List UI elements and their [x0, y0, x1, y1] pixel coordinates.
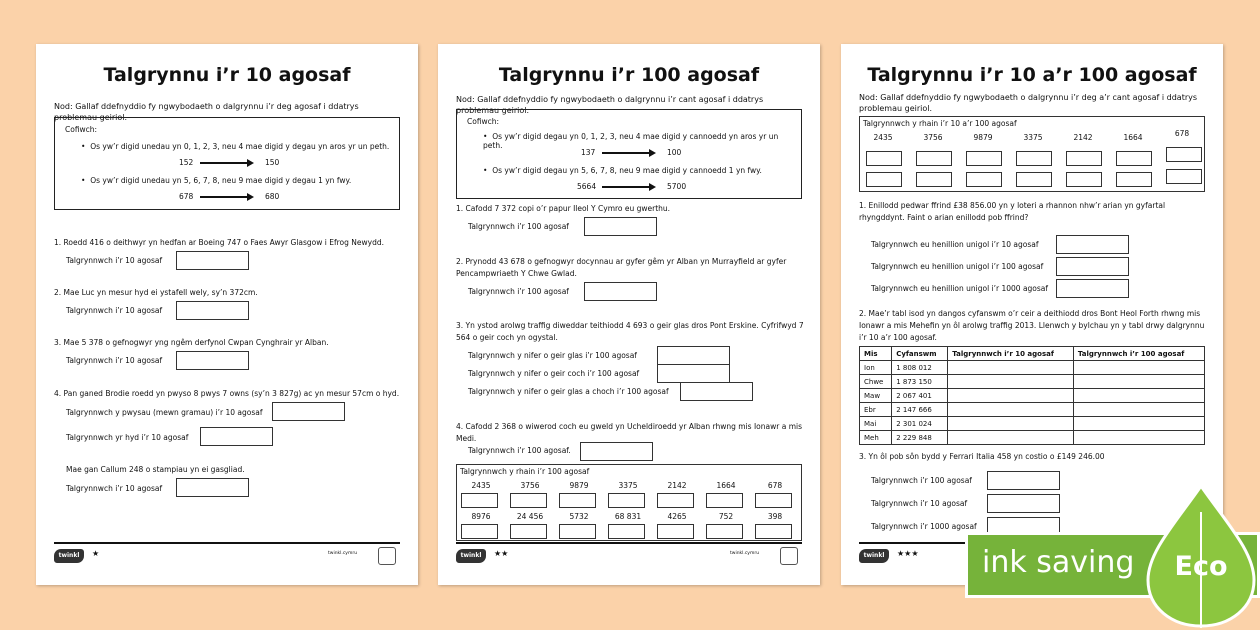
answer-prompt: Talgrynnwch eu henillion unigol i’r 100 agosaf [871, 262, 1044, 271]
grid-number: 2435 [873, 133, 893, 142]
answer-prompt: Talgrynnwch i’r 100 agosaf [468, 287, 569, 296]
twinkl-logo: twinkl [54, 549, 84, 563]
total-cell: 1 808 012 [892, 361, 948, 375]
column-header: Mis [860, 347, 892, 361]
answer-box[interactable] [584, 282, 657, 301]
table-row [860, 361, 1205, 375]
month-cell: Ion [860, 361, 892, 375]
grid-label: Talgrynnwch y rhain i’r 10 a’r 100 agosaf [863, 119, 1017, 128]
answer-box[interactable] [657, 493, 694, 508]
twinkl-logo: twinkl [859, 549, 889, 563]
answer-box[interactable] [1166, 169, 1202, 184]
arrow-icon [200, 162, 248, 164]
grid-number: 8976 [471, 512, 491, 521]
question-2: 2. Prynodd 43 678 o gefnogwyr docynnau ar gyfer gêm yr Alban yn Murrayfield ar gyfer Pencampwriaeth Y Chwe Gwlad. [456, 257, 787, 278]
table-row [860, 389, 1205, 403]
question-3: 3. Mae 5 378 o gefnogwyr yng ngêm derfynol Cwpan Cynghrair yr Alban. [54, 338, 329, 347]
answer-box[interactable] [608, 524, 645, 539]
answer-box[interactable] [657, 346, 730, 365]
difficulty-stars: ★★★ [897, 549, 919, 558]
question-2: 2. Mae’r tabl isod yn dangos cyfanswm o’r ceir a deithiodd dros Bont Heol Forth rhwng mis Ionawr a mis Mehefin yn ôl arolwg traffig 2013. Llenwch y bylchau yn y tabl drwy dalgrynnu i’r 10 a’r 100 agosaf. [859, 309, 1205, 342]
grid-number: 24 456 [516, 512, 544, 521]
grid-number: 2142 [1073, 133, 1093, 142]
arrow-icon [200, 196, 248, 198]
answer-prompt: Talgrynnwch eu henillion unigol i’r 10 agosaf [871, 240, 1039, 249]
page-title: Talgrynnu i’r 100 agosaf [498, 64, 760, 86]
example-to: 150 [265, 158, 280, 167]
question-3: 3. Yn ystod arolwg traffig diweddar teithiodd 4 693 o geir glas dros Pont Erskine. Cyfrifwyd 7 564 o geir coch yn ogystal. [456, 321, 804, 342]
answer-prompt: Talgrynnwch eu henillion unigol i’r 1000 agosaf [871, 284, 1049, 293]
answer-box[interactable] [559, 524, 596, 539]
answer-prompt: Talgrynnwch i’r 10 agosaf [66, 356, 163, 365]
grid-number: 3375 [1023, 133, 1043, 142]
aim-text: Nod: Gallaf ddefnyddio fy ngwybodaeth o dalgrynnu i’r cant agosaf i ddatrys problemau geiriol. [456, 95, 764, 115]
example-from: 5664 [577, 182, 597, 191]
month-cell: Chwe [860, 375, 892, 389]
answer-box[interactable] [1056, 235, 1129, 254]
grid-number: 5732 [569, 512, 589, 521]
answer-box[interactable] [916, 151, 952, 166]
rule-1: • Os yw’r digid unedau yn 0, 1, 2, 3, neu 4 mae digid y degau yn aros yr un peth. [81, 142, 390, 151]
answer-box[interactable] [706, 524, 743, 539]
answer-box[interactable] [966, 151, 1002, 166]
answer-cell[interactable] [948, 361, 1074, 375]
reminder-label: Cofiwch: [65, 125, 98, 134]
answer-box[interactable] [866, 172, 902, 187]
aim-text: Nod: Gallaf ddefnyddio fy ngwybodaeth o dalgrynnu i’r deg agosaf i ddatrys problemau geiriol. [54, 102, 359, 122]
table-row [860, 403, 1205, 417]
example-to: 680 [265, 192, 280, 201]
answer-prompt: Talgrynnwch i’r 10 agosaf [66, 256, 163, 265]
quality-badge-icon [378, 547, 396, 565]
grid-number: 678 [1174, 129, 1190, 138]
worksheet-page-1 [36, 44, 418, 585]
answer-prompt: Talgrynnwch i’r 100 agosaf [871, 476, 972, 485]
footer-url: twinkl.cymru [328, 551, 358, 556]
answer-box[interactable] [559, 493, 596, 508]
rounding-grid [456, 464, 802, 541]
rule-1: • Os yw’r digid degau yn 0, 1, 2, 3, neu 4 mae digid y cannoedd yn aros yr un peth. [483, 132, 779, 150]
answer-box[interactable] [608, 493, 645, 508]
answer-box[interactable] [510, 524, 547, 539]
arrow-icon [602, 152, 650, 154]
answer-prompt: Talgrynnwch i’r 100 agosaf. [468, 446, 571, 455]
answer-box[interactable] [1066, 151, 1102, 166]
total-cell: 1 873 150 [892, 375, 948, 389]
difficulty-stars: ★★ [494, 549, 509, 558]
footer-rule [456, 542, 802, 544]
example-to: 100 [667, 148, 682, 157]
aim-text: Nod: Gallaf ddefnyddio fy ngwybodaeth o dalgrynnu i’r deg a’r cant agosaf i ddatrys problemau geiriol. [859, 93, 1198, 113]
answer-box[interactable] [1066, 172, 1102, 187]
answer-box[interactable] [706, 493, 743, 508]
answer-cell[interactable] [1073, 417, 1204, 431]
answer-box[interactable] [916, 172, 952, 187]
question-1: 1. Cafodd 7 372 copi o’r papur Ileol Y Cymro eu gwerthu. [456, 204, 671, 213]
answer-cell[interactable] [1073, 403, 1204, 417]
grid-number: 3756 [520, 481, 540, 490]
reminder-box [456, 109, 802, 199]
grid-number: 398 [767, 512, 783, 521]
difficulty-stars: ★ [92, 549, 100, 558]
total-cell: 2 229 848 [892, 431, 948, 445]
grid-number: 68 831 [614, 512, 642, 521]
footer-url: twinkl.cymru [730, 551, 760, 556]
grid-number: 678 [767, 481, 783, 490]
answer-prompt: Talgrynnwch i’r 10 agosaf [66, 306, 163, 315]
column-header: Cyfanswm [892, 347, 948, 361]
answer-box[interactable] [461, 493, 498, 508]
answer-box[interactable] [1116, 172, 1152, 187]
answer-box[interactable] [966, 172, 1002, 187]
question-1: 1. Enillodd pedwar ffrind £38 856.00 yn y loteri a rhannon nhw’r arian yn gyfartal rhyngddynt. Faint o arian enillodd pob ffrind? [859, 201, 1166, 222]
answer-box[interactable] [1056, 279, 1129, 298]
column-header: Talgrynnwch i’r 100 agosaf [1073, 347, 1204, 361]
table-row [860, 375, 1205, 389]
question-2: 2. Mae Luc yn mesur hyd ei ystafell wely, sy’n 372cm. [54, 288, 258, 297]
column-header: Talgrynnwch i’r 10 agosaf [948, 347, 1074, 361]
answer-box[interactable] [755, 493, 792, 508]
answer-cell[interactable] [948, 375, 1074, 389]
answer-prompt: Talgrynnwch i’r 10 agosaf [66, 484, 163, 493]
quality-badge-icon [780, 547, 798, 565]
answer-cell[interactable] [948, 403, 1074, 417]
answer-prompt: Talgrynnwch i’r 1000 agosaf [871, 522, 977, 531]
arrow-icon [602, 186, 650, 188]
answer-box[interactable] [1116, 151, 1152, 166]
answer-prompt: Talgrynnwch y nifer o geir glas a choch i’r 100 agosaf [468, 387, 669, 396]
example-from: 152 [179, 158, 194, 167]
answer-prompt: Talgrynnwch i’r 100 agosaf [468, 222, 569, 231]
answer-box[interactable] [200, 427, 273, 446]
eco-badge-label: Eco [1174, 551, 1228, 582]
grid-number: 752 [718, 512, 734, 521]
answer-box[interactable] [866, 151, 902, 166]
table-row [860, 431, 1205, 445]
total-cell: 2 301 024 [892, 417, 948, 431]
answer-box[interactable] [1166, 147, 1202, 162]
answer-box[interactable] [1016, 151, 1052, 166]
grid-label: Talgrynnwch y rhain i’r 100 agosaf [460, 467, 590, 476]
answer-box[interactable] [176, 301, 249, 320]
answer-box[interactable] [1056, 257, 1129, 276]
page-title: Talgrynnu i’r 10 a’r 100 agosaf [867, 64, 1197, 86]
answer-cell[interactable] [948, 389, 1074, 403]
month-cell: Ebr [860, 403, 892, 417]
example-from: 137 [581, 148, 596, 157]
answer-cell[interactable] [1073, 361, 1204, 375]
grid-number: 2142 [667, 481, 687, 490]
question-5: Mae gan Callum 248 o stampiau yn ei gasgliad. [66, 465, 245, 474]
month-cell: Mai [860, 417, 892, 431]
answer-box[interactable] [176, 478, 249, 497]
ink-saving-label: ink saving [982, 545, 1135, 580]
grid-number: 3375 [618, 481, 638, 490]
total-cell: 2 067 401 [892, 389, 948, 403]
grid-number: 3756 [923, 133, 943, 142]
answer-cell[interactable] [948, 417, 1074, 431]
twinkl-logo: twinkl [456, 549, 486, 563]
answer-box[interactable] [510, 493, 547, 508]
answer-box[interactable] [680, 382, 753, 401]
answer-box[interactable] [176, 351, 249, 370]
reminder-label: Cofiwch: [467, 117, 500, 126]
month-cell: Maw [860, 389, 892, 403]
month-cell: Meh [860, 431, 892, 445]
answer-prompt: Talgrynnwch i’r 10 agosaf [871, 499, 968, 508]
answer-box[interactable] [657, 524, 694, 539]
question-4: 4. Pan ganed Brodie roedd yn pwyso 8 pwys 7 owns (sy’n 3 827g) ac yn mesur 57cm o hyd. [54, 389, 400, 398]
grid-number: 9879 [569, 481, 589, 490]
answer-box[interactable] [657, 364, 730, 383]
answer-box[interactable] [461, 524, 498, 539]
rounding-grid [859, 116, 1205, 192]
grid-number: 1664 [1123, 133, 1143, 142]
traffic-table [859, 346, 1205, 445]
total-cell: 2 147 666 [892, 403, 948, 417]
answer-cell[interactable] [948, 431, 1074, 445]
answer-prompt: Talgrynnwch yr hyd i’r 10 agosaf [66, 433, 189, 442]
grid-number: 4265 [667, 512, 687, 521]
grid-number: 9879 [973, 133, 993, 142]
answer-box[interactable] [272, 402, 345, 421]
answer-box[interactable] [1016, 172, 1052, 187]
answer-prompt: Talgrynnwch y nifer o geir coch i’r 100 agosaf [468, 369, 640, 378]
answer-cell[interactable] [1073, 389, 1204, 403]
answer-prompt: Talgrynnwch y pwysau (mewn gramau) i’r 10 agosaf [66, 408, 263, 417]
answer-prompt: Talgrynnwch y nifer o geir glas i’r 100 agosaf [468, 351, 637, 360]
answer-box[interactable] [755, 524, 792, 539]
answer-cell[interactable] [1073, 375, 1204, 389]
grid-number: 2435 [471, 481, 491, 490]
table-header-row [860, 347, 1205, 361]
answer-box[interactable] [176, 251, 249, 270]
question-4: 4. Cafodd 2 368 o wiwerod coch eu gweld yn Ucheldiroedd yr Alban rhwng mis Ionawr a mis Medi. [456, 422, 802, 443]
eco-leaf-icon [1142, 482, 1260, 630]
reminder-box [54, 117, 400, 210]
answer-box[interactable] [584, 217, 657, 236]
rule-2: • Os yw’r digid degau yn 5, 6, 7, 8, neu 9 mae digid y cannoedd 1 yn fwy. [483, 166, 762, 175]
answer-box[interactable] [987, 494, 1060, 513]
table-row [860, 417, 1205, 431]
example-to: 5700 [667, 182, 687, 191]
answer-cell[interactable] [1073, 431, 1204, 445]
rule-2: • Os yw’r digid unedau yn 5, 6, 7, 8, neu 9 mae digid y degau 1 yn fwy. [81, 176, 352, 185]
worksheet-page-2 [438, 44, 820, 585]
grid-number: 1664 [716, 481, 736, 490]
example-from: 678 [179, 192, 194, 201]
footer-rule [54, 542, 400, 544]
answer-box[interactable] [987, 471, 1060, 490]
question-3: 3. Yn ôl pob sôn bydd y Ferrari Italia 458 yn costio o £149 246.00 [859, 452, 1105, 461]
question-1: 1. Roedd 416 o deithwyr yn hedfan ar Boeing 747 o Faes Awyr Glasgow i Efrog Newydd. [54, 238, 384, 247]
answer-box[interactable] [580, 442, 653, 461]
page-title: Talgrynnu i’r 10 agosaf [103, 64, 351, 86]
